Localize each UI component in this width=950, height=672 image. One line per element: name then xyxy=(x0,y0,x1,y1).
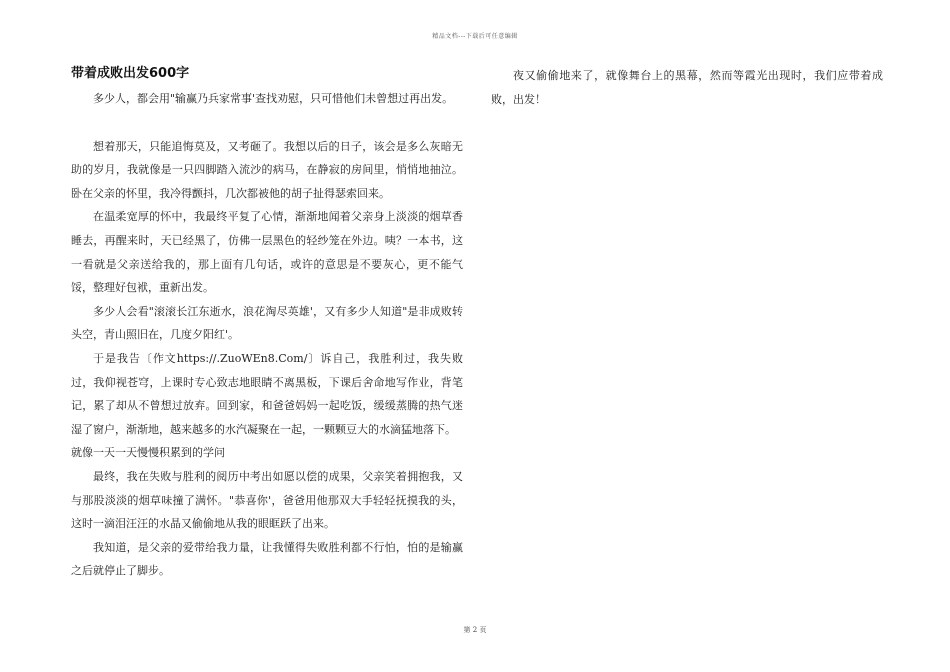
page-number: 第 2 页 xyxy=(463,626,487,634)
left-column xyxy=(71,64,463,583)
paragraph: 多少人，都会用"输赢乃兵家常事'查找劝慰，只可惜他们未曾想过再出发。 xyxy=(93,92,454,105)
paragraph: 就像一天一天慢慢积累到的学问 xyxy=(71,446,225,460)
article-title: 带着成败出发600字 xyxy=(71,66,190,81)
paragraph: 想着那天，只能追悔莫及，又考砸了。我想以后的日子，该会是多么灰暗无助的岁月，我就像是一只四脚踏入流沙的病马，在静寂的房间里，悄悄地抽泣。卧在父亲的怀里，我冷得颤抖，几次都被他的胡子扯得瑟索回来。 xyxy=(71,139,463,200)
paragraph: 最终，我在失败与胜利的阅历中考出如愿以偿的成果，父亲笑着拥抱我，又与那股淡淡的烟草味撞了满怀。"恭喜你'，爸爸用他那双大手轻轻抚摸我的头，这时一滴泪汪汪的水晶又偷偷地从我的眼眶跃了出来。 xyxy=(71,469,463,531)
page-header: 精品文档---下载后可任意编辑 xyxy=(432,33,518,40)
right-column xyxy=(491,64,883,111)
paragraph: 于是我告〔作文https://.ZuoWEn8.Com/〕诉自己，我胜利过，我失败过，我仰视苍穹，上课时专心致志地眼睛不离黑板，下课后舍命地写作业，背笔记，累了却从不曾想过放弃。回到家，和爸爸妈妈一起吃饭，缓缓蒸腾的热气迷湿了窗户，渐渐地，越来越多的水汽凝聚在一起，一颗颗豆大的水滴猛地落下。 xyxy=(71,351,463,436)
paragraph: 夜又偷偷地来了，就像舞台上的黑幕，然而等霞光出现时，我们应带着成败，出发！ xyxy=(491,69,883,106)
paragraph: 多少人会看"滚滚长江东逝水，浪花淘尽英雄'，又有多少人知道"是非成败转头空，青山照旧在，几度夕阳红'。 xyxy=(71,304,463,342)
paragraph-gap xyxy=(71,111,463,135)
paragraph: 我知道，是父亲的爱带给我力量，让我懂得失败胜利都不行怕，怕的是输赢之后就停止了脚步。 xyxy=(71,540,463,578)
paragraph: 在温柔宽厚的怀中，我最终平复了心情，渐渐地闻着父亲身上淡淡的烟草香睡去，再醒来时，天已经黑了，仿佛一层黑色的轻纱笼在外边。咦？一本书，这一看就是父亲送给我的，那上面有几句话，或许的意思是不要灰心，更不能气馁，整理好包袱，重新出发。 xyxy=(71,210,463,295)
